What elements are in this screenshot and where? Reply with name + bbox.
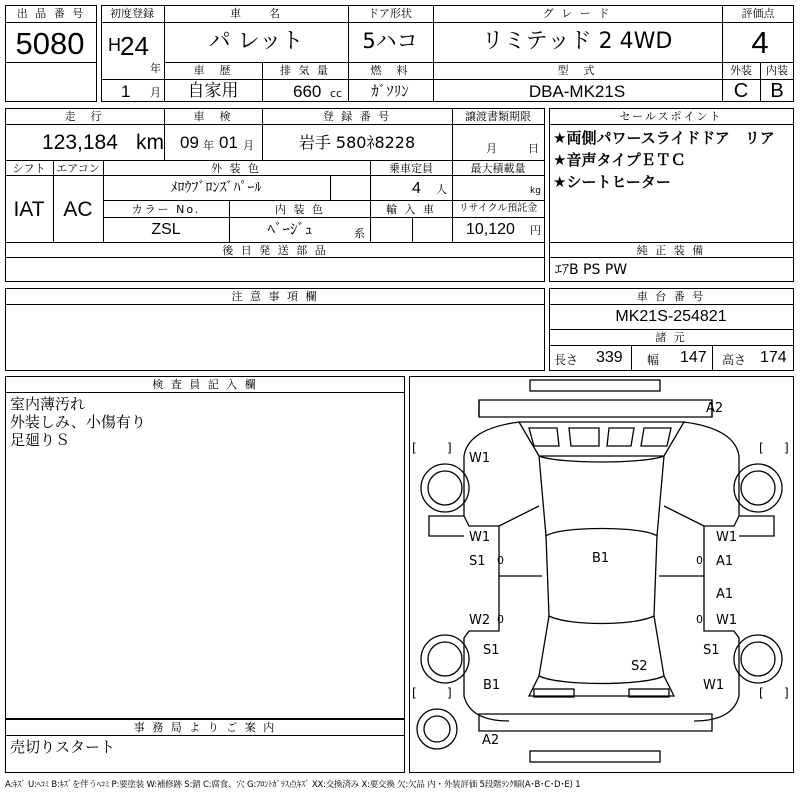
first-registration-label: 初度登録	[110, 7, 154, 20]
width: 147	[680, 349, 707, 366]
fuel-label: 燃 料	[370, 64, 410, 77]
chassis-number-label: 車 台 番 号	[636, 290, 706, 303]
mileage-label: 走 行	[64, 110, 104, 123]
mileage: 123,184	[42, 131, 118, 154]
damage-mark: 0	[696, 554, 703, 567]
damage-mark: W1	[469, 451, 491, 466]
year-unit: 年	[150, 62, 161, 75]
damage-mark: W2	[469, 613, 491, 628]
mileage-unit: km	[136, 131, 164, 154]
later-parts-label: 後 日 発 送 部 品	[222, 244, 328, 257]
document-deadline-label: 譲渡書類期限	[465, 110, 531, 123]
displacement-label: 排 気 量	[280, 64, 330, 77]
document-month-unit: 月	[486, 142, 497, 155]
sales-point-item: ★音声タイプＥＴＣ	[553, 151, 686, 169]
inspector-note: 室内薄汚れ	[10, 395, 86, 413]
era-letter: H	[108, 35, 121, 55]
damage-mark: A1	[716, 554, 734, 569]
inspector-label: 検 査 員 記 入 欄	[152, 378, 258, 391]
damage-mark: A2	[482, 733, 500, 748]
color-number-label: カラー No.	[131, 203, 201, 216]
import-label: 輸 入 車	[386, 203, 436, 216]
first-registration-month: 1	[121, 82, 131, 101]
overall-score: 4	[751, 25, 769, 60]
bracket-mark: [	[759, 686, 764, 700]
air-conditioner: AC	[63, 198, 93, 221]
vehicle-damage-diagram	[409, 376, 794, 773]
bracket-mark: ]	[447, 686, 452, 700]
damage-mark: S1	[483, 643, 500, 658]
equipment-label: 純 正 装 備	[636, 244, 706, 257]
damage-mark: W1	[716, 530, 738, 545]
registration-number-label: 登 録 番 号	[322, 110, 392, 123]
damage-mark: S1	[703, 643, 720, 658]
document-day-unit: 日	[528, 142, 539, 155]
exterior-grade: C	[733, 80, 749, 102]
height-label: 高さ	[722, 353, 747, 367]
bracket-mark: [	[759, 441, 764, 455]
length: 339	[596, 349, 623, 366]
bracket-mark: ]	[784, 441, 789, 455]
interior-grade-label: 内装	[766, 64, 788, 77]
damage-mark: B1	[592, 551, 610, 566]
month-unit: 月	[150, 86, 161, 99]
recycle-deposit: 10,120	[466, 221, 515, 238]
capacity: 4	[412, 180, 421, 197]
inspection-label: 車 検	[193, 110, 233, 123]
score-label: 評価点	[741, 7, 775, 20]
interior-color-label: 内 装 色	[275, 203, 325, 216]
grade: リミテッド 2 4WD	[481, 29, 673, 54]
exterior-color-label: 外 装 色	[211, 162, 261, 175]
displacement-unit: cc	[330, 87, 343, 100]
inspection-year-unit: 年	[203, 139, 214, 152]
exterior-grade-label: 外装	[730, 64, 752, 77]
inspection-month-unit: 月	[243, 139, 254, 152]
bracket-mark: ]	[784, 686, 789, 700]
fuel: ｶﾞｿﾘﾝ	[371, 82, 409, 100]
air-conditioner-label: エアコン	[56, 162, 100, 175]
height: 174	[760, 349, 787, 366]
dimensions-label: 諸 元	[655, 331, 687, 344]
recycle-deposit-label: リサイクル預託金	[458, 203, 538, 214]
car-name: パ レット	[208, 29, 304, 54]
capacity-label: 乗車定員	[389, 162, 433, 175]
damage-mark: B1	[483, 678, 501, 693]
notes-label: 注 意 事 項 欄	[231, 290, 319, 303]
history-label: 車 歴	[193, 64, 233, 77]
shift-label: シフト	[12, 162, 46, 175]
office-notice-label: 事 務 局 よ り ご 案 内	[133, 721, 277, 734]
first-registration-year: 24	[120, 31, 149, 61]
interior-color-unit: 系	[354, 227, 365, 240]
damage-mark: A2	[706, 401, 724, 416]
bracket-mark: ]	[447, 441, 452, 455]
color-number: ZSL	[151, 221, 181, 238]
bracket-mark: [	[412, 686, 417, 700]
damage-mark: W1	[716, 613, 738, 628]
inspector-note: 足廻りＳ	[10, 431, 71, 449]
max-load-label: 最大積載量	[470, 162, 526, 175]
inspection-year: 09	[180, 133, 199, 152]
car-name-label: 車 名	[230, 7, 282, 20]
sales-points-label: セールスポイント	[619, 110, 723, 123]
damage-legend: A:ｷｽﾞ U:ﾍｺﾐ B:ｷｽﾞを伴うﾍｺﾐ P:要塗装 W:補修跡 S:錆 C:腐食、穴 G:ﾌﾛﾝﾄｶﾞﾗｽ点ｷｽﾞ XX:交換済み X:要交換 欠:欠品 内・外装評価 5段階ﾗﾝｸ順(A･B･C･D･E) 1	[5, 780, 581, 790]
model-code-label: 型 式	[557, 64, 597, 77]
damage-mark: 0	[696, 613, 703, 626]
length-label: 長さ	[554, 353, 579, 367]
office-notice: 売切りスタート	[10, 738, 116, 756]
inspector-note: 外装しみ、小傷有り	[10, 413, 146, 431]
model-code: DBA-MK21S	[528, 82, 626, 101]
bracket-mark: [	[412, 441, 417, 455]
width-label: 幅	[647, 353, 660, 367]
equipment: ｴｱB PS PW	[555, 262, 628, 278]
damage-mark: W1	[469, 530, 491, 545]
history: 自家用	[187, 81, 239, 101]
damage-mark: S2	[631, 659, 648, 674]
damage-mark: W1	[703, 678, 725, 693]
capacity-unit: 人	[436, 183, 447, 196]
grade-label: グ レ ー ド	[542, 7, 612, 20]
max-load-unit: kg	[530, 186, 541, 196]
recycle-deposit-unit: 円	[530, 224, 541, 237]
displacement: 660	[293, 82, 322, 101]
registration-number: 岩手 580ﾈ8228	[298, 133, 416, 152]
inspection-month: 01	[219, 133, 238, 152]
lot-number-label: 出 品 番 号	[16, 7, 86, 20]
damage-mark: 0	[497, 613, 504, 626]
door-type-label: ドア形状	[368, 7, 412, 20]
interior-grade: B	[770, 80, 784, 102]
chassis-number: MK21S-254821	[615, 308, 727, 325]
shift: IAT	[13, 198, 45, 221]
door-type: 5ハコ	[362, 29, 418, 53]
damage-mark: A1	[716, 587, 734, 602]
damage-mark: 0	[497, 554, 504, 567]
damage-mark: S1	[469, 554, 486, 569]
interior-color: ﾍﾞｰｼﾞｭ	[267, 220, 313, 238]
exterior-color: ﾒﾛｳﾌﾞﾛﾝｽﾞﾊﾟｰﾙ	[170, 180, 262, 196]
sales-point-item: ★シートヒーター	[553, 173, 671, 191]
sales-point-item: ★両側パワースライドドア リア	[553, 129, 775, 147]
lot-number: 5080	[15, 26, 85, 61]
